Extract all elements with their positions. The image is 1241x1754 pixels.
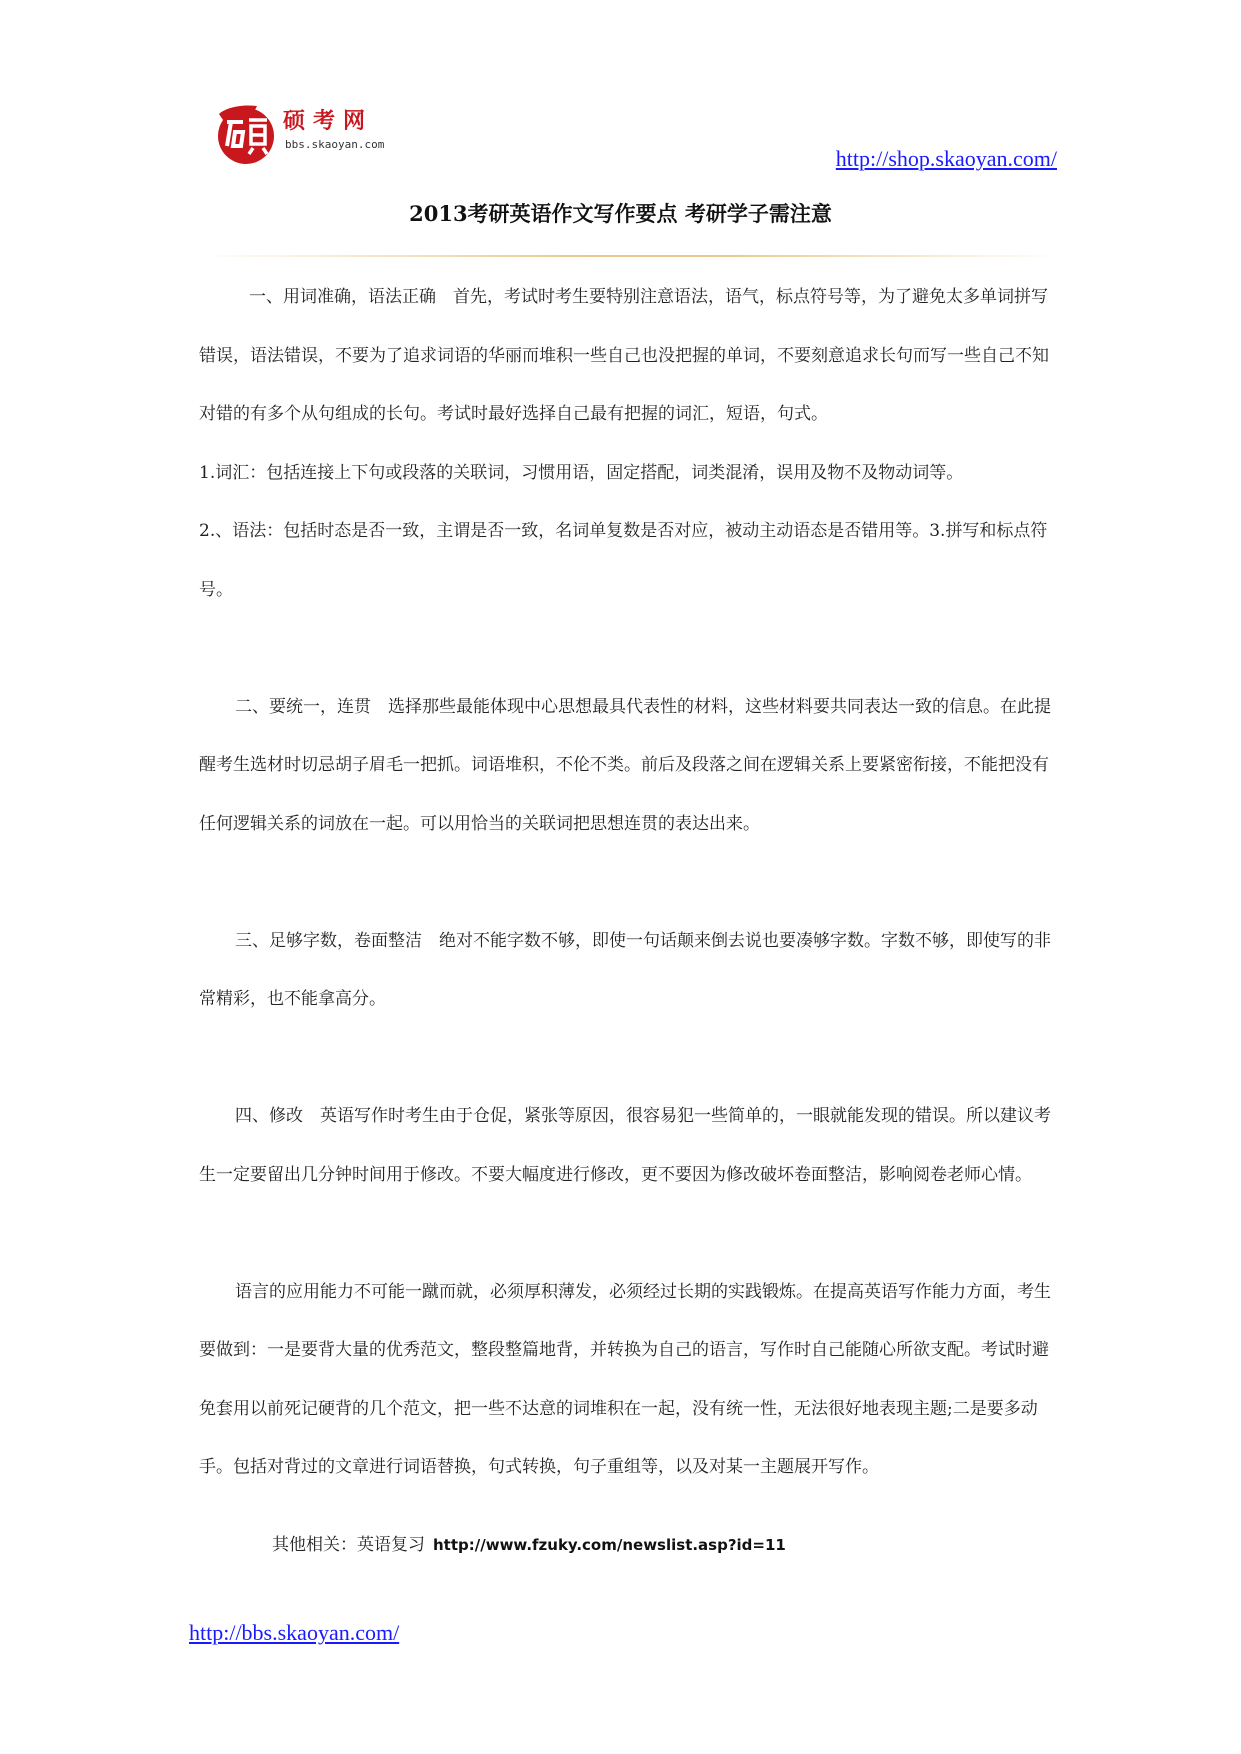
site-logo[interactable] bbox=[213, 92, 433, 172]
paragraph-vocabulary: 1.词汇：包括连接上下句或段落的关联词，习惯用语，固定搭配，词类混淆，误用及物不及物动词等。 bbox=[199, 462, 964, 483]
paragraph-word-accuracy: 一、用词准确，语法正确 首先，考试时考生要特别注意语法，语气，标点符号等，为了避免太多单词拼写错误，语法错误，不要为了追求词语的华丽而堆积一些自己也没把握的单词，不要刻意追求长句而写一些自己不知对错的有多个从句组成的长句。考试时最好选择自己最有把握的词汇，短语，句式。 bbox=[199, 287, 1049, 424]
paragraph-coherence: 二、要统一，连贯 选择那些最能体现中心思想最具代表性的材料，这些材料要共同表达一致的信息。在此提醒考生选材时切忌胡子眉毛一把抓。词语堆积，不伦不类。前后及段落之间在逻辑关系上要紧密衔接，不能把没有任何逻辑关系的词放在一起。可以用恰当的关联词把思想连贯的表达出来。 bbox=[199, 696, 1051, 834]
bbs-link[interactable]: http://bbs.skaoyan.com/ bbox=[189, 1620, 400, 1645]
logo-subtitle: bbs.skaoyan.com bbox=[285, 138, 385, 151]
paragraph-revision: 四、修改 英语写作时考生由于仓促，紧张等原因，很容易犯一些简单的，一眼就能发现的错误。所以建议考生一定要留出几分钟时间用于修改。不要大幅度进行修改，更不要因为修改破坏卷面整洁，影响阅卷老师心情。 bbox=[199, 1106, 1051, 1185]
paragraph-grammar: 2.、语法：包括时态是否一致，主谓是否一致，名词单复数是否对应，被动主动语态是否错用等。3.拼写和标点符号。 bbox=[199, 521, 1048, 600]
article-body bbox=[199, 268, 1051, 1555]
shop-link[interactable]: http://shop.skaoyan.com/ bbox=[835, 146, 1057, 171]
logo-title: 硕考网 bbox=[283, 109, 374, 134]
related-label: 其他相关：英语复习 bbox=[272, 1535, 425, 1555]
logo-badge-icon bbox=[213, 92, 275, 172]
related-url-link[interactable]: http://www.fzuky.com/newslist.asp?id=11 bbox=[433, 1536, 786, 1554]
title-divider bbox=[200, 255, 1058, 257]
page-title: 2013考研英语作文写作要点 考研学子需注意 bbox=[409, 201, 832, 226]
paragraph-conclusion: 语言的应用能力不可能一蹴而就，必须厚积薄发，必须经过长期的实践锻炼。在提高英语写作能力方面，考生要做到：一是要背大量的优秀范文，整段整篇地背，并转换为自己的语言，写作时自己能随心所欲支配。考试时避免套用以前死记硬背的几个范文，把一些不达意的词堆积在一起，没有统一性，无法很好地表现主题;二是要多动手。包括对背过的文章进行词语替换，句式转换，句子重组等，以及对某一主题展开写作。 bbox=[199, 1281, 1051, 1477]
paragraph-word-count: 三、足够字数，卷面整洁 绝对不能字数不够，即使一句话颠来倒去说也要凑够字数。字数不够，即使写的非常精彩，也不能拿高分。 bbox=[199, 930, 1051, 1009]
related-links bbox=[272, 1530, 786, 1555]
